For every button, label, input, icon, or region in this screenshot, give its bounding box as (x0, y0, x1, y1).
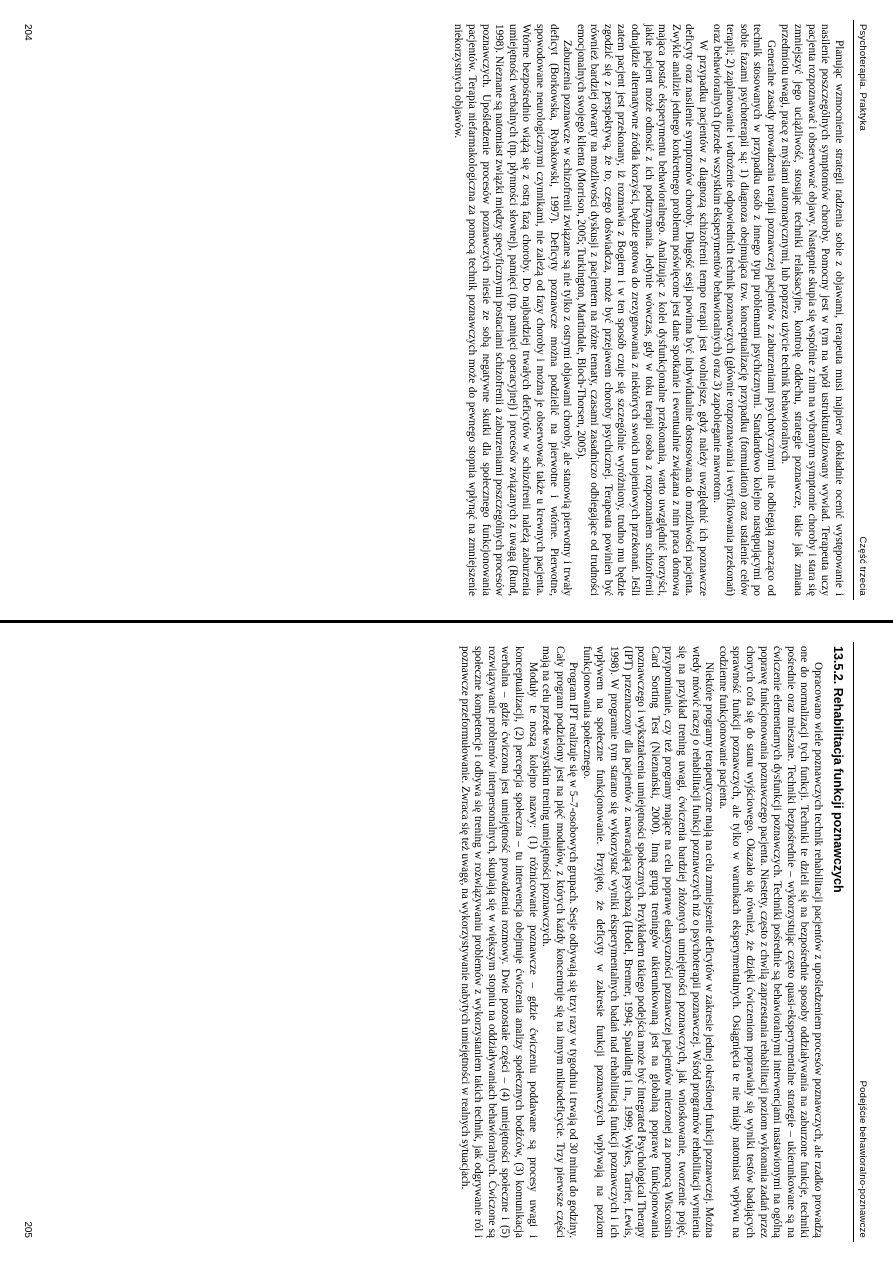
page-number: 204 (22, 24, 33, 41)
body-text (451, 24, 845, 596)
paragraph: Program IPT realizuje się w 5–7-osobowych grupach. Sesje odbywają się trzy razy w tygodniu i trwają od 30 minut do godziny. Cały program podzielony jest na pięć modułów, z których każdy koncentruje się na innym mikrodeficycie. Trzy pierwsze części mają na celu przede wszystkim trening umiejętności poznawczych. (540, 646, 580, 1238)
bottom-half (0, 622, 893, 1263)
running-head-right: Część trzecia (857, 536, 868, 596)
running-head-right: Podejście behawioralno-poznawcze (857, 1080, 868, 1238)
paragraph: Planując wzmocnienie strategii radzenia sobie z objawami, terapeuta musi najpierw dokładnie ocenić występowanie i nasilenie poszczególnych symptomów choroby. Pomocny jest w tym na wpół ustrukturalizowany wywiad. Terapeuta uczy pacjenta rozpoznawać i obserwować objawy. Następnie skupia się wspólnie z nim na wybranym symptomie choroby i stara się zmniejszyć jego uciążliwość, stosując techniki relaksacyjne, kontrolę oddechu, strategie poznawcze, takie jak zmiana przedmiotu uwagi, pracę z myślami automatycznymi, lub poprzez użycie technik behawioralnych. (778, 24, 845, 596)
paragraph: W przypadku pacjentów z diagnozą schizofrenii tempo terapii jest wolniejsze, gdyż należy uwzględnić ich poznawcze deficyty oraz nasilenie symptomów choroby. Długość sesji powinna być indywidualnie dostosowana do możliwości pacjenta. Zwykle analizie jednego konkretnego problemu poświęcone jest dane spotkanie i ewentualnie związana z nim praca domowa mająca postać eksperymentu behawioralnego. Analizując z kolei dysfunkcjonalne przekonania, warto uwzględnić korzyści, jakie pacjent może odnosić z ich podtrzymania. Jedynie wówczas, gdy w toku terapii osoba z rozpoznaniem schizofrenii odnajdzie alternatywne źródła korzyści, będzie gotowa do zrezygnowania z niektórych swoich urojeniowych przekonań. Jeśli zatem pacjent jest przekonany, iż rozmawia z Bogiem i w ten sposób czuje się szczególnie wyróżniony, trudno mu będzie zgodzić się z perspektywą, że to, czego doświadcza, może być przejawem choroby psychicznej. Terapeuta powinien być również bardziej otwarty na możliwości dyskusji z pacjentem na różne tematy, czasami zasadniczo odbiegające od trudności emocjonalnych swojego klienta (Morrison, 2005; Turkington, Martindale, Bloch-Thorsen, 2005). (574, 24, 710, 596)
paragraph: Generalne zasady prowadzenia terapii poznawczej pacjentów z zaburzeniami psychotycznymi nie odbiegają znacząco od technik stosowanych w przypadku osób z innego typu problemami psychicznymi. Standardowo kolejno następującymi po sobie fazami psychoterapii są: 1) diagnoza obejmująca tzw. konceptualizację przypadku (formulation) oraz ustalenie celów terapii; 2) zaplanowanie i wdrożenie odpowiednich technik poznawczych (głównie rozpoznawania i weryfikowania przekonań) oraz behawioralnych (przede wszystkim eksperymentów behawioralnych) oraz 3) zapobieganie nawrotom. (710, 24, 778, 596)
page-204 (16, 10, 876, 610)
paragraph: Moduły te noszą kolejno nazwy: (1) różnicowanie poznawcze – gdzie ćwiczeniu poddawane są procesy uwagi i konceptualizacji, (2) percepcja społeczna – tu interwencja obejmuje ćwiczenia analizy społecznych bodźców, (3) komunikacja werbalna – gdzie ćwiczona jest umiejętność prowadzenia rozmowy. Dwie pozostałe części – (4) umiejętności społeczne i (5) rozwiązywanie problemów interpersonalnych, skupiają się w większym stopniu na oddziaływaniach behawioralnych. Ćwiczone są społeczne kompetencje i odbywa się trening w rozwiązywaniu problemów z wykorzystaniem takich technik, jak odgrywanie ról i poznawcze przeformułowanie. Zwraca się też uwagę, na wykorzystywanie nabytych umiejętności w realnych sytuacjach. (458, 646, 539, 1238)
body-text (457, 646, 824, 1238)
running-head (853, 642, 868, 1242)
section-heading: 13.5.2. Rehabilitacja funkcji poznawczych (831, 646, 845, 893)
running-head-left: Psychoterapia. Praktyka (857, 24, 868, 132)
page-205 (16, 632, 876, 1252)
page-number: 205 (22, 1221, 33, 1238)
running-head (853, 20, 868, 600)
paragraph: Opracowano wiele poznawczych technik rehabilitacji pacjentów z upośledzeniem procesów poznawczych, ale rzadko prowadzą one do normalizacji tych funkcji. Techniki te dzieli się na bezpośrednie sposoby oddziaływania na zaburzone funkcje, techniki pośrednie oraz mieszane. Techniki bezpośrednie – wykorzystując często quasi-eksperymentalne strategie – ukierunkowane są na ćwiczenie elementarnych dysfunkcji poznawczych. Techniki pośrednie są behawioralnymi interwencjami nastawionymi na ogólną poprawę funkcjonowania poznawczego pacjenta. Niestety, często z chwilą zaprzestania rehabilitacji poziom wykonania zadań przez chorych cofa się do stanu wyjściowego. Okazało się również, że dzięki ćwiczeniom poprawiały się wyniki testów badających sprawność funkcji poznawczych, ale tylko w warunkach eksperymentalnych. Osiągnięcia te nie miały natomiast wpływu na codzienne funkcjonowanie pacjenta. (716, 646, 824, 1238)
paragraph: Niektóre programy terapeutyczne mają na celu zmniejszenie deficytów w zakresie jednej określonej funkcji poznawczej. Można wtedy mówić raczej o rehabilitacji funkcji poznawczych niż o psychoterapii poznawczej. Wśród programów rehabilitacji wymienia się na przykład trening uwagi, ćwiczenia bardziej złożonych umiejętności poznawczych, jak wnioskowanie, tworzenie pojęć, przypominanie, czy też programy mające na celu poprawę elastyczności poznawczej pacjentów mierzonej za pomocą Wisconsin Card Sorting Test (Nieznański, 2000). Inną grupą treningów ukierunkowaną jest na globalną poprawę funkcjonowania poznawczego i wykształcenia umiejętności społecznych. Przykładem takiego podejścia może być Integrated Psychological Therapy (IPT) przeznaczony dla pacjentów z nawracającą psychozą (Hodel, Brenner, 1994; Spaulding i in., 1999; Wykes, Tarrier, Lewis, 1998). W programie tym starano się wykorzystać wyniki eksperymentalnych badań nad rehabilitacją funkcji poznawczych i ich wpływem na społeczne funkcjonowanie. Przyjęto, że deficyty w zakresie funkcji poznawczych wpływają na poziom funkcjonowania społecznego. (580, 646, 716, 1238)
top-half (0, 0, 893, 621)
paragraph: Zaburzenia poznawcze w schizofrenii związane są nie tylko z ostrymi objawami choroby, ale stanowią pierwotny i trwały deficyt (Borkowska, Rybakowski, 1997). Deficyty poznawcze można podzielić na pierwotne i wtórne. Pierwotne, spowodowane neurologicznymi czynnikami, nie zależą od fazy choroby i można je obserwować także u krewnych pacjenta. Wtórne bezpośrednio wiążą się z ostrą fazą choroby. Do najbardziej trwałych deficytów w schizofrenii należą zaburzenia umiejętności werbalnych (np. płynności słownej), pamięci (np. pamięci operacyjnej) i procesów związanych z uwagą (Rund, 1998). Nieznane są natomiast związki między specyficznymi postaciami schizofrenii a zaburzeniami poszczególnych procesów poznawczych. Upośledzenie procesów poznawczych niesie ze sobą negatywne skutki dla społecznego funkcjonowania pacjentów. Terapia niefarmakologiczna za pomocą technik poznawczych może do pewnego stopnia wpłynąć na zmniejszenie niekorzystnych objawów. (452, 24, 574, 596)
